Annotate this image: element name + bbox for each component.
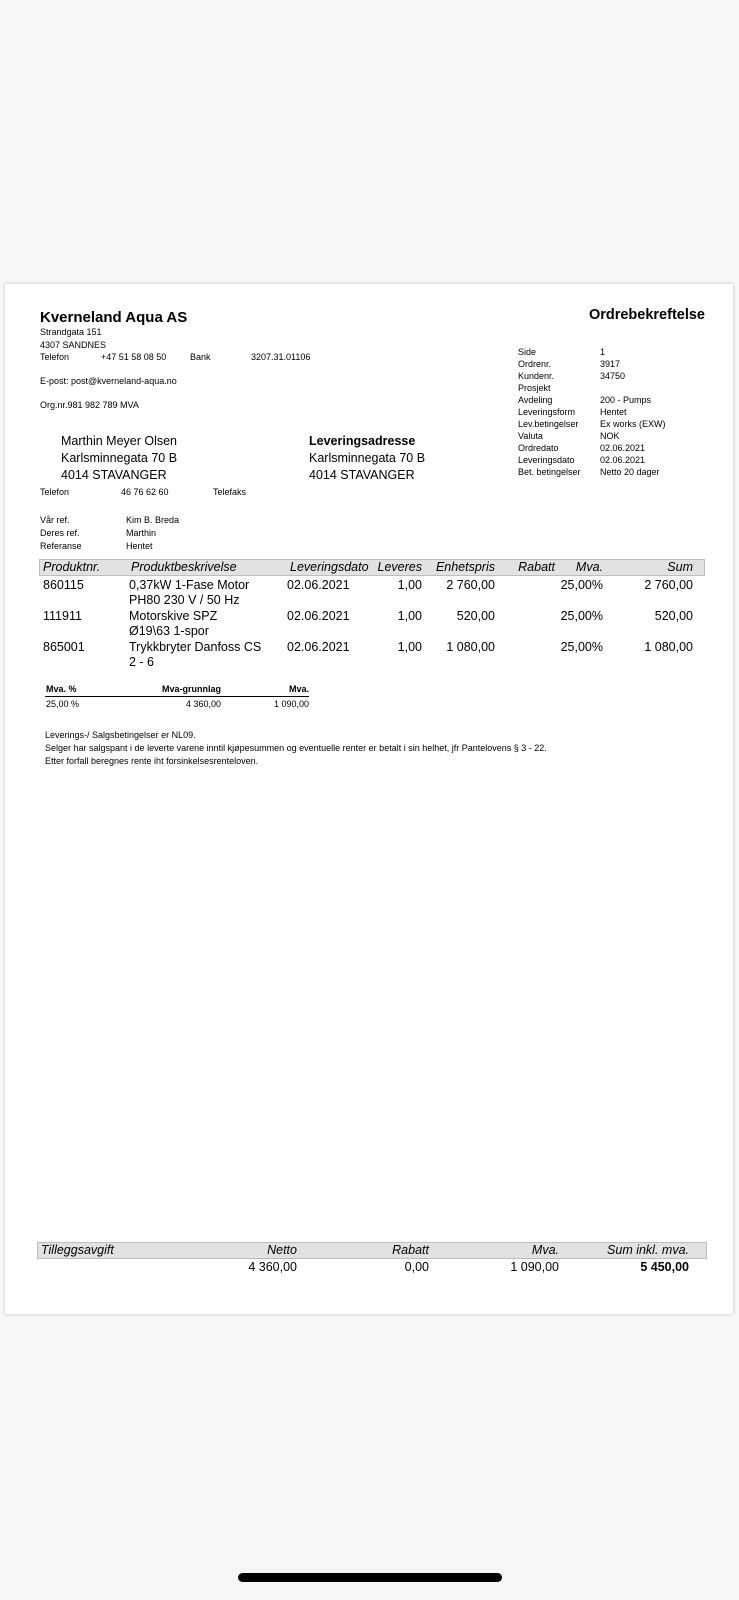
company-name: Kverneland Aqua AS bbox=[40, 309, 188, 326]
cell-leveres: 1,00 bbox=[397, 609, 422, 623]
company-bank-label: Bank bbox=[190, 352, 211, 362]
vat-cell-percent: 25,00 % bbox=[46, 699, 80, 709]
col-header-produktnr: Produktnr. bbox=[43, 560, 101, 574]
cell-sum: 2 760,00 bbox=[644, 578, 693, 592]
terms-line: Etter forfall beregnes rente iht forsinkelsesrenteloven. bbox=[45, 756, 259, 766]
cell-leveringsdato: 02.06.2021 bbox=[287, 578, 350, 592]
cell-produktnr: 860115 bbox=[43, 578, 84, 592]
company-org: Org.nr.981 982 789 MVA bbox=[40, 400, 139, 410]
ref-value: Hentet bbox=[126, 541, 153, 551]
ref-label: Deres ref. bbox=[40, 528, 80, 538]
totals-value-mva: 1 090,00 bbox=[510, 1260, 559, 1274]
cell-enhetspris: 1 080,00 bbox=[446, 640, 495, 654]
cell-leveres: 1,00 bbox=[397, 578, 422, 592]
ref-value: Marthin bbox=[126, 528, 157, 538]
ref-label: Vår ref. bbox=[40, 515, 70, 525]
vat-divider bbox=[45, 696, 309, 697]
cell-mva: 25,00% bbox=[560, 640, 603, 654]
totals-header-mva: Mva. bbox=[531, 1243, 559, 1257]
cell-leveringsdato: 02.06.2021 bbox=[287, 640, 350, 654]
col-header-rabatt: Rabatt bbox=[518, 560, 555, 574]
totals-value-netto: 4 360,00 bbox=[248, 1260, 297, 1274]
delivery-heading: Leveringsadresse bbox=[309, 434, 416, 448]
cell-beskrivelse: 0,37kW 1-Fase Motor PH80 230 V / 50 Hz bbox=[129, 578, 250, 607]
col-header-beskrivelse: Produktbeskrivelse bbox=[131, 560, 237, 574]
document-title: Ordrebekreftelse bbox=[588, 307, 705, 323]
cell-beskrivelse: Trykkbryter Danfoss CS 2 - 6 bbox=[129, 640, 262, 669]
totals-value-sum: 5 450,00 bbox=[640, 1260, 689, 1274]
ref-value: Kim B. Breda bbox=[126, 515, 180, 525]
totals-value-rabatt: 0,00 bbox=[404, 1260, 429, 1274]
customer-city: 4014 STAVANGER bbox=[61, 468, 167, 482]
customer-name: Marthin Meyer Olsen bbox=[61, 434, 178, 448]
delivery-city: 4014 STAVANGER bbox=[309, 468, 415, 482]
cell-enhetspris: 520,00 bbox=[456, 609, 495, 623]
cell-enhetspris: 2 760,00 bbox=[446, 578, 495, 592]
terms-line: Leverings-/ Salgsbetingelser er NL09. bbox=[45, 730, 196, 740]
customer-street: Karlsminnegata 70 B bbox=[61, 451, 178, 465]
totals-header-tilleggsavgift: Tilleggsavgift bbox=[41, 1243, 114, 1257]
vat-header-percent: Mva. % bbox=[46, 684, 77, 694]
document-page bbox=[5, 284, 733, 1314]
company-email: E-post: post@kverneland-aqua.no bbox=[40, 376, 177, 386]
cell-leveres: 1,00 bbox=[397, 640, 422, 654]
totals-header-rabatt: Rabatt bbox=[392, 1243, 429, 1257]
col-header-leveringsdato: Leveringsdato bbox=[290, 560, 369, 574]
ref-label: Referanse bbox=[40, 541, 82, 551]
col-header-sum: Sum bbox=[667, 560, 693, 574]
cell-produktnr: 865001 bbox=[43, 640, 85, 654]
vat-header-amount: Mva. bbox=[288, 684, 309, 694]
company-phone: +47 51 58 08 50 bbox=[101, 352, 167, 362]
cell-sum: 1 080,00 bbox=[644, 640, 693, 654]
terms-line: Selger har salgspant i de leverte varene inntil kjøpesummen og eventuelle renter er betalt i sin helhet, jfr Pantelovens § 3 - 22. bbox=[45, 743, 547, 753]
home-indicator[interactable] bbox=[238, 1573, 502, 1582]
customer-phone-label: Telefon bbox=[40, 487, 70, 497]
customer-phone: 46 76 62 60 bbox=[121, 487, 169, 497]
vat-cell-basis: 4 360,00 bbox=[185, 699, 221, 709]
company-postal: 4307 SANDNES bbox=[40, 340, 107, 350]
col-header-leveres: Leveres bbox=[377, 560, 422, 574]
cell-beskrivelse: Motorskive SPZ Ø19\63 1-spor bbox=[129, 609, 218, 638]
cell-produktnr: 111911 bbox=[43, 609, 82, 623]
col-header-enhetspris: Enhetspris bbox=[435, 560, 495, 574]
company-street: Strandgata 151 bbox=[40, 327, 102, 337]
cell-mva: 25,00% bbox=[560, 578, 603, 592]
vat-cell-amount: 1 090,00 bbox=[273, 699, 309, 709]
totals-header-sum: Sum inkl. mva. bbox=[607, 1243, 689, 1257]
delivery-street: Karlsminnegata 70 B bbox=[309, 451, 426, 465]
cell-sum: 520,00 bbox=[654, 609, 693, 623]
cell-leveringsdato: 02.06.2021 bbox=[287, 609, 350, 623]
customer-fax-label: Telefaks bbox=[213, 487, 247, 497]
company-bank: 3207.31.01106 bbox=[251, 352, 311, 362]
col-header-mva: Mva. bbox=[575, 560, 603, 574]
totals-header-netto: Netto bbox=[267, 1243, 297, 1257]
vat-header-basis: Mva-grunnlag bbox=[161, 684, 221, 694]
company-phone-label: Telefon bbox=[40, 352, 70, 362]
cell-mva: 25,00% bbox=[560, 609, 603, 623]
order-meta: Side 1 Ordrenr. 3917 Kundenr. 34750 Prosjekt Avdeling 200 - Pumps Leveringsform Hentet Lev.betingelser Ex works (EXW) Valuta NOK Ordredato 02.06.2021 Leveringsdato 02.06.2021 Bet. betingelser Netto 20 dager bbox=[518, 347, 666, 477]
